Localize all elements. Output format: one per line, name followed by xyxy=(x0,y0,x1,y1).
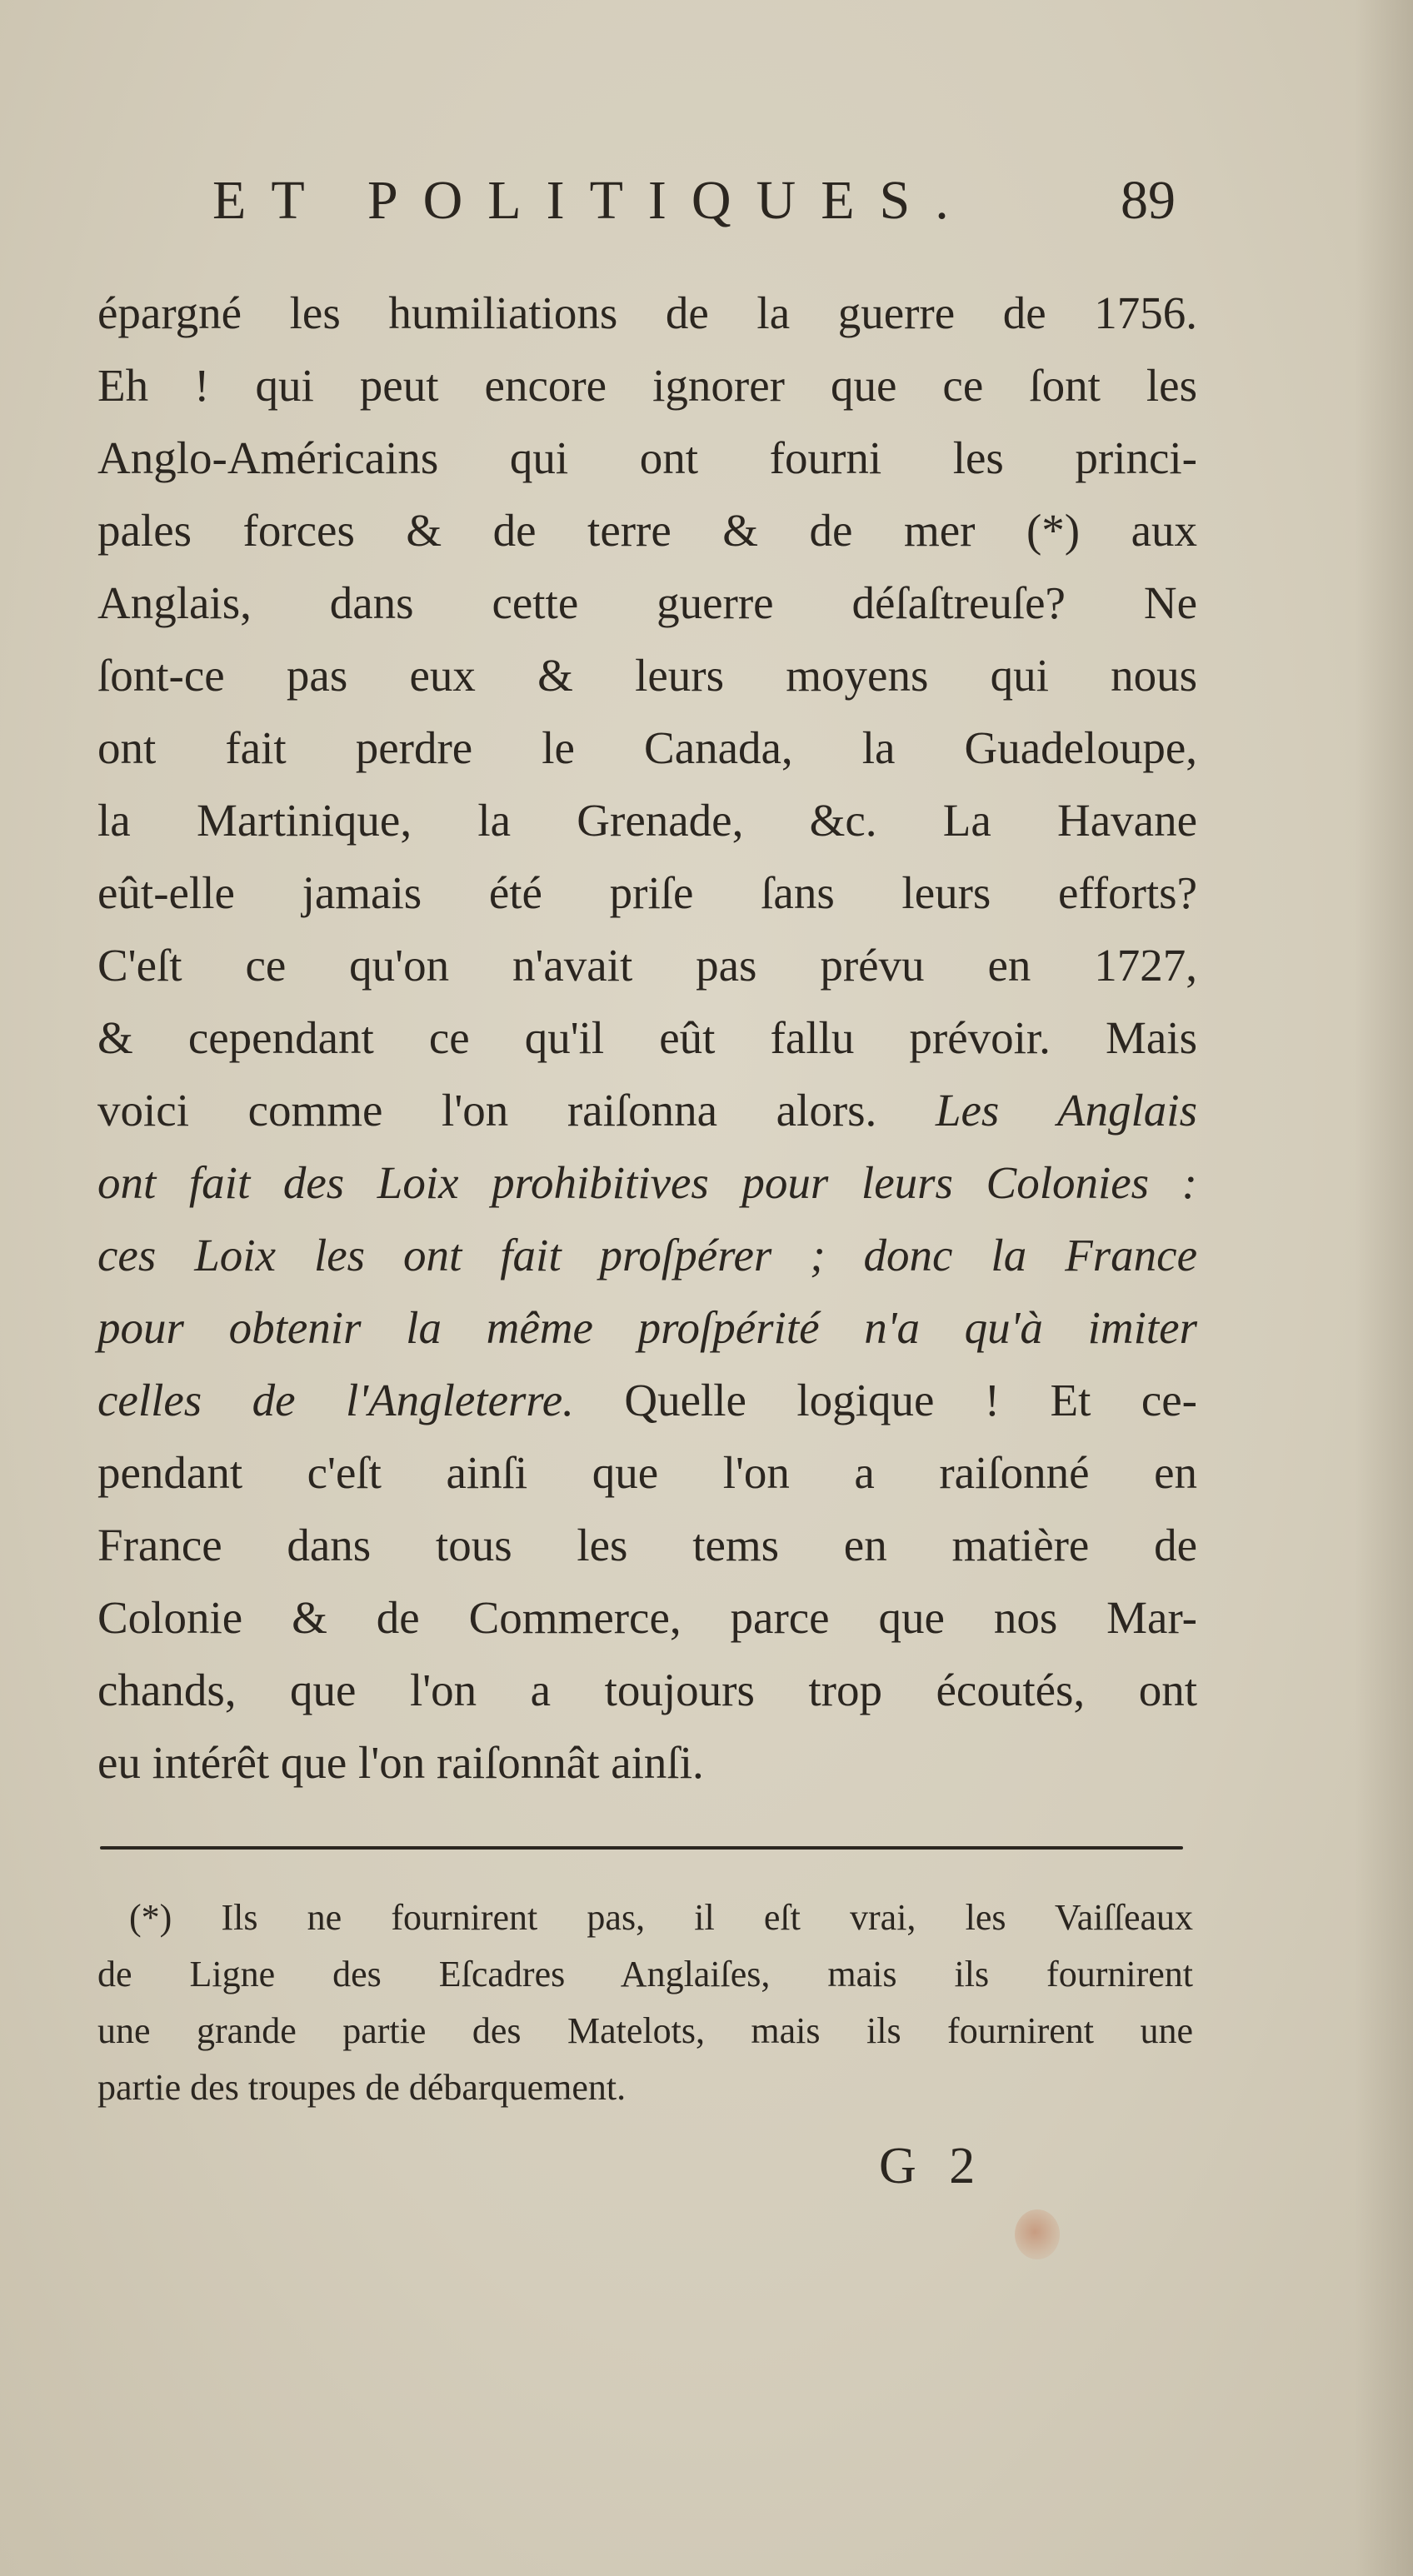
footnote-line: partie des troupes de débarquement. xyxy=(97,2067,627,2108)
text-line: pales forces & de terre & de mer (*) aux xyxy=(97,505,1197,556)
page-edge-shadow xyxy=(1355,0,1413,2576)
text-line: C'eſt ce qu'on n'avait pas prévu en 1727, xyxy=(97,940,1197,991)
paper-stain xyxy=(1015,2209,1060,2259)
text-line: & cependant ce qu'il eût fallu prévoir. Mais xyxy=(97,1012,1197,1063)
page-number: 89 xyxy=(1121,170,1176,231)
text-line: Eh ! qui peut encore ignorer que ce ſont les xyxy=(97,360,1197,411)
body-text xyxy=(97,277,1197,1799)
italic-line: pour obtenir la même proſpérité n'a qu'à imiter xyxy=(97,1302,1197,1353)
text-line-mixed xyxy=(97,1074,1197,1146)
running-head xyxy=(212,163,1212,238)
footnote-divider xyxy=(100,1846,1183,1850)
text-line: ont fait perdre le Canada, la Guadeloupe, xyxy=(97,722,1197,773)
text-line: chands, que l'on a toujours trop écoutés, ont xyxy=(97,1665,1197,1715)
running-title: ET POLITIQUES. xyxy=(212,170,974,231)
text-line: France dans tous les tems en matière de xyxy=(97,1520,1197,1570)
signature-mark: G 2 xyxy=(879,2138,986,2194)
footnote xyxy=(97,1890,1193,2116)
text-segment: voici comme l'on raiſonna alors. xyxy=(97,1085,877,1136)
footnote-line: une grande partie des Matelots, mais ils fournirent une xyxy=(97,2010,1193,2051)
text-line: épargné les humiliations de la guerre de 1756. xyxy=(97,287,1197,338)
text-line: ſont-ce pas eux & leurs moyens qui nous xyxy=(97,650,1197,701)
italic-line: ces Loix les ont fait proſpérer ; donc la France xyxy=(97,1230,1197,1281)
text-line: Anglo-Américains qui ont fourni les princi- xyxy=(97,432,1197,483)
text-line: pendant c'eſt ainſi que l'on a raiſonné en xyxy=(97,1447,1197,1498)
italic-segment: Les Anglais xyxy=(935,1085,1197,1136)
text-line: eût-elle jamais été priſe ſans leurs efforts? xyxy=(97,867,1197,918)
italic-segment: celles de l'Angleterre. xyxy=(97,1375,574,1425)
text-segment: Quelle logique ! Et ce- xyxy=(624,1375,1197,1425)
text-line: eu intérêt que l'on raiſonnât ainſi. xyxy=(97,1737,704,1788)
text-line: Colonie & de Commerce, parce que nos Mar- xyxy=(97,1592,1197,1643)
text-line: la Martinique, la Grenade, &c. La Havane xyxy=(97,795,1197,846)
text-line-mixed xyxy=(97,1364,1197,1436)
italic-line: ont fait des Loix prohibitives pour leurs Colonies : xyxy=(97,1157,1197,1208)
footnote-line: de Ligne des Eſcadres Anglaiſes, mais ils fournirent xyxy=(97,1954,1193,1994)
footnote-line: (*) Ils ne fournirent pas, il eſt vrai, les Vaiſſeaux xyxy=(129,1897,1193,1938)
text-line: Anglais, dans cette guerre déſaſtreuſe? Ne xyxy=(97,577,1197,628)
